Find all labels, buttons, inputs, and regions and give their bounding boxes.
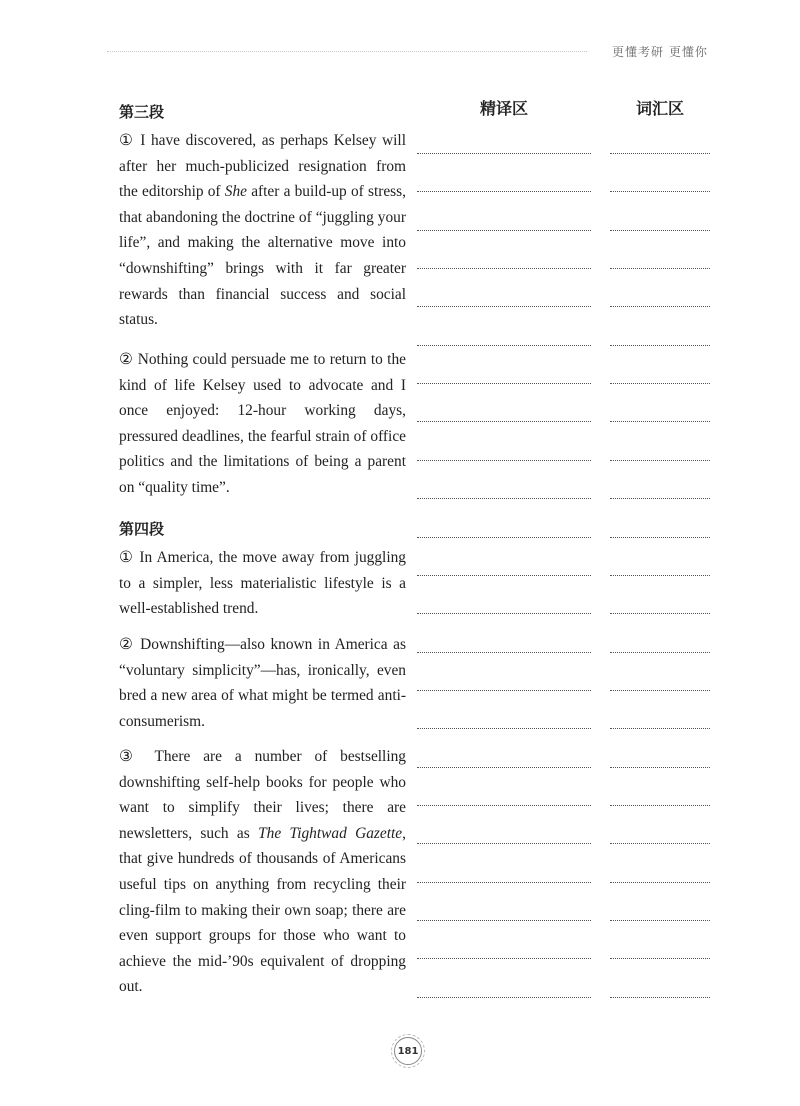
vocabulary-writing-line[interactable] bbox=[610, 575, 710, 576]
translation-writing-line[interactable] bbox=[417, 345, 591, 346]
translation-writing-line[interactable] bbox=[417, 421, 591, 422]
translation-writing-line[interactable] bbox=[417, 652, 591, 653]
page-number-badge bbox=[394, 1037, 422, 1065]
translation-writing-line[interactable] bbox=[417, 843, 591, 844]
header-slogan: 更懂考研 更懂你 bbox=[612, 45, 708, 59]
translation-writing-line[interactable] bbox=[417, 958, 591, 959]
vocabulary-writing-line[interactable] bbox=[610, 843, 710, 844]
vocabulary-writing-line[interactable] bbox=[610, 345, 710, 346]
vocabulary-writing-line[interactable] bbox=[610, 153, 710, 154]
vocabulary-writing-line[interactable] bbox=[610, 690, 710, 691]
vocabulary-writing-line[interactable] bbox=[610, 498, 710, 499]
paragraph-text: I have discovered, as perhaps Kelsey will after her much-publicized resignation from the editorship of bbox=[119, 132, 406, 201]
section-title: 第四段 bbox=[119, 520, 165, 538]
translation-writing-line[interactable] bbox=[417, 767, 591, 768]
translation-writing-line[interactable] bbox=[417, 805, 591, 806]
paragraph-text: There are a number of bestselling downshifting self-help books for people who want to simplify their lives; there are newsletters, such as bbox=[119, 748, 406, 842]
vocabulary-writing-line[interactable] bbox=[610, 460, 710, 461]
paragraph-marker: ② bbox=[119, 636, 135, 653]
paragraph-marker: ② bbox=[119, 351, 134, 368]
vocabulary-writing-line[interactable] bbox=[610, 920, 710, 921]
paragraph-text: In America, the move away from juggling to a simpler, less materialistic lifestyle is a well-established trend. bbox=[119, 549, 406, 618]
translation-writing-line[interactable] bbox=[417, 153, 591, 154]
translation-writing-line[interactable] bbox=[417, 268, 591, 269]
translation-writing-line[interactable] bbox=[417, 383, 591, 384]
vocabulary-writing-line[interactable] bbox=[610, 613, 710, 614]
paragraph-marker: ① bbox=[119, 549, 135, 566]
translation-column-heading: 精译区 bbox=[480, 99, 529, 118]
paragraph-text: , that give hundreds of thousands of Americans useful tips on anything from recycling their cling-film to making their own soap; there are even support groups for those who want to achieve the mid-’90s equivalent of dropping out. bbox=[119, 824, 406, 996]
translation-writing-line[interactable] bbox=[417, 997, 591, 998]
section-title: 第三段 bbox=[119, 103, 165, 121]
paragraph bbox=[119, 347, 406, 501]
paragraph bbox=[119, 128, 406, 333]
paragraph bbox=[119, 632, 406, 734]
translation-writing-line[interactable] bbox=[417, 230, 591, 231]
vocabulary-writing-line[interactable] bbox=[610, 997, 710, 998]
vocabulary-writing-line[interactable] bbox=[610, 882, 710, 883]
page-number: 181 bbox=[397, 1045, 419, 1057]
vocabulary-column-heading: 词汇区 bbox=[636, 99, 685, 118]
translation-writing-line[interactable] bbox=[417, 306, 591, 307]
vocabulary-writing-line[interactable] bbox=[610, 191, 710, 192]
paragraph-marker: ① bbox=[119, 132, 135, 149]
vocabulary-writing-line[interactable] bbox=[610, 421, 710, 422]
newsletter-title: The Tightwad Gazette bbox=[258, 824, 403, 842]
translation-writing-line[interactable] bbox=[417, 460, 591, 461]
vocabulary-writing-line[interactable] bbox=[610, 728, 710, 729]
translation-writing-line[interactable] bbox=[417, 575, 591, 576]
paragraph-text: Nothing could persuade me to return to the kind of life Kelsey used to advocate and I once enjoyed: 12-hour working days, pressured deadlines, the fearful strain of office politics and the limitations of being a parent on “quality time”. bbox=[119, 351, 406, 496]
paragraph-marker: ③ bbox=[119, 748, 142, 765]
translation-writing-line[interactable] bbox=[417, 537, 591, 538]
vocabulary-writing-line[interactable] bbox=[610, 230, 710, 231]
vocabulary-writing-line[interactable] bbox=[610, 805, 710, 806]
vocabulary-writing-line[interactable] bbox=[610, 537, 710, 538]
translation-writing-line[interactable] bbox=[417, 882, 591, 883]
translation-writing-line[interactable] bbox=[417, 690, 591, 691]
magazine-title: She bbox=[224, 183, 247, 201]
translation-writing-line[interactable] bbox=[417, 498, 591, 499]
paragraph bbox=[119, 545, 406, 622]
translation-writing-line[interactable] bbox=[417, 191, 591, 192]
paragraph bbox=[119, 744, 406, 1000]
translation-writing-line[interactable] bbox=[417, 613, 591, 614]
vocabulary-writing-line[interactable] bbox=[610, 268, 710, 269]
header-divider bbox=[107, 51, 587, 52]
vocabulary-writing-line[interactable] bbox=[610, 306, 710, 307]
paragraph-text: Downshifting—also known in America as “voluntary simplicity”—has, ironically, even bred a new area of what might be termed anti-consumerism. bbox=[119, 636, 406, 730]
translation-writing-line[interactable] bbox=[417, 920, 591, 921]
vocabulary-writing-line[interactable] bbox=[610, 652, 710, 653]
translation-writing-line[interactable] bbox=[417, 728, 591, 729]
vocabulary-writing-line[interactable] bbox=[610, 767, 710, 768]
vocabulary-writing-line[interactable] bbox=[610, 383, 710, 384]
paragraph-text: after a build-up of stress, that abandoning the doctrine of “juggling your life”, and making the alternative move into “downshifting” brings with it far greater rewards than financial success and social status. bbox=[119, 183, 406, 329]
vocabulary-writing-line[interactable] bbox=[610, 958, 710, 959]
